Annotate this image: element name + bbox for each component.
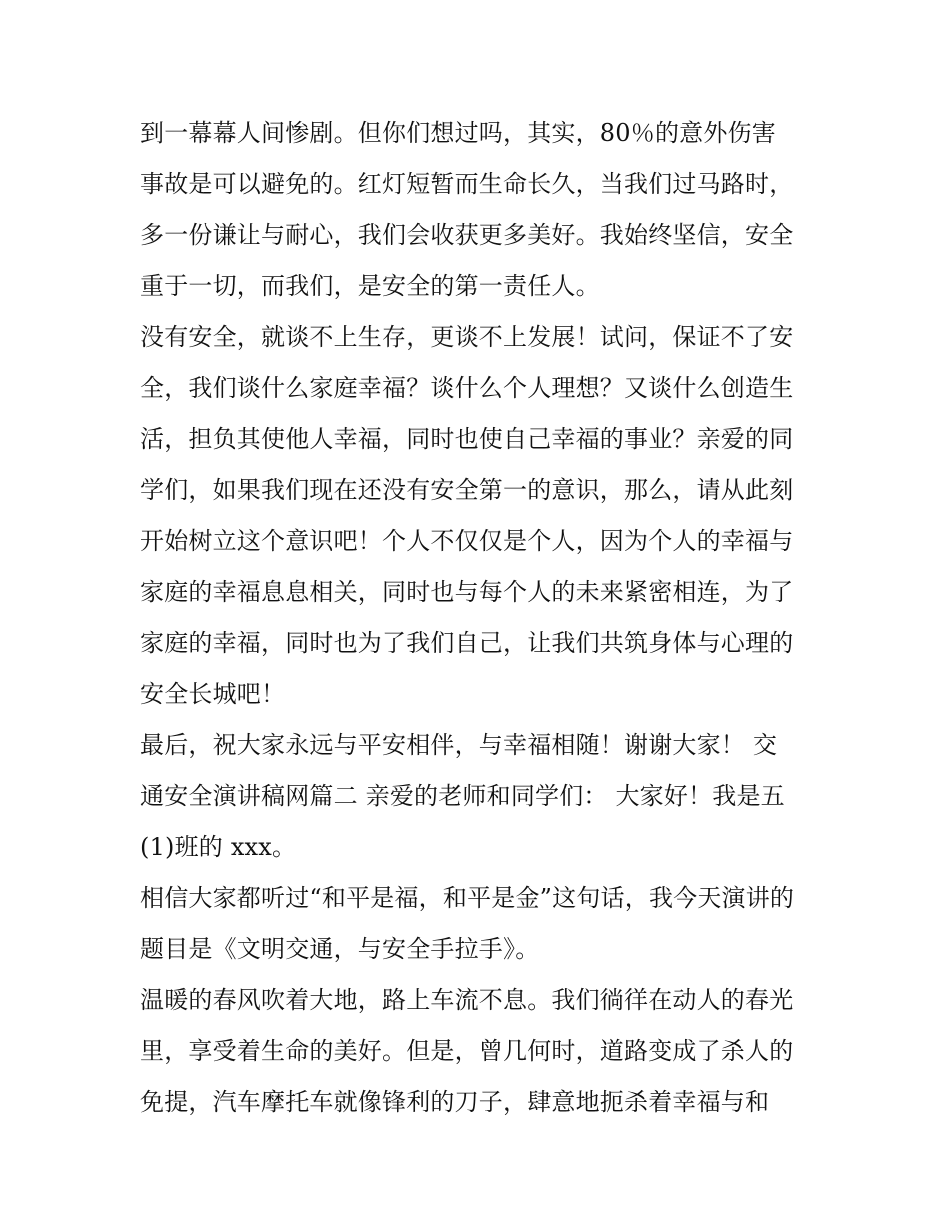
text-line: 通安全演讲稿网篇二 亲爱的老师和同学们： 大家好！我是五 bbox=[140, 782, 785, 810]
text-line: 家庭的幸福，同时也为了我们自己，让我们共筑身体与心理的 bbox=[140, 629, 794, 657]
text-line: 重于一切，而我们，是安全的第一责任人。 bbox=[140, 272, 600, 300]
text-line: 到一幕幕人间惨剧。但你们想过吗，其实，80％的意外伤害 bbox=[140, 119, 776, 147]
text-line: 最后，祝大家永远与平安相伴，与幸福相随！谢谢大家！ 交 bbox=[140, 731, 778, 759]
text-line: 事故是可以避免的。红灯短暂而生命长久，当我们过马路时， bbox=[140, 170, 794, 198]
text-line: 全，我们谈什么家庭幸福？谈什么个人理想？又谈什么创造生 bbox=[140, 374, 794, 402]
body-text bbox=[140, 108, 820, 1128]
text-line: 家庭的幸福息息相关，同时也与每个人的未来紧密相连，为了 bbox=[140, 578, 794, 606]
text-line: 学们，如果我们现在还没有安全第一的意识，那么，请从此刻 bbox=[140, 476, 794, 504]
text-line: 里，享受着生命的美好。但是，曾几何时，道路变成了杀人的 bbox=[140, 1037, 794, 1065]
text-line: 免提，汽车摩托车就像锋利的刀子，肆意地扼杀着幸福与和 bbox=[140, 1088, 770, 1116]
text-line: 题目是《文明交通，与安全手拉手》。 bbox=[140, 935, 540, 963]
text-line: 活，担负其使他人幸福，同时也使自己幸福的事业？亲爱的同 bbox=[140, 425, 794, 453]
text-line: 安全长城吧！ bbox=[140, 680, 286, 708]
text-line: (1)班的 xxx。 bbox=[140, 833, 297, 861]
text-line: 开始树立这个意识吧！个人不仅仅是个人，因为个人的幸福与 bbox=[140, 527, 794, 555]
text-line: 多一份谦让与耐心，我们会收获更多美好。我始终坚信，安全 bbox=[140, 221, 794, 249]
text-line: 相信大家都听过“和平是福，和平是金”这句话，我今天演讲的 bbox=[140, 884, 795, 912]
text-line: 温暖的春风吹着大地，路上车流不息。我们徜徉在动人的春光 bbox=[140, 986, 794, 1014]
text-line: 没有安全，就谈不上生存，更谈不上发展！试问，保证不了安 bbox=[140, 323, 794, 351]
